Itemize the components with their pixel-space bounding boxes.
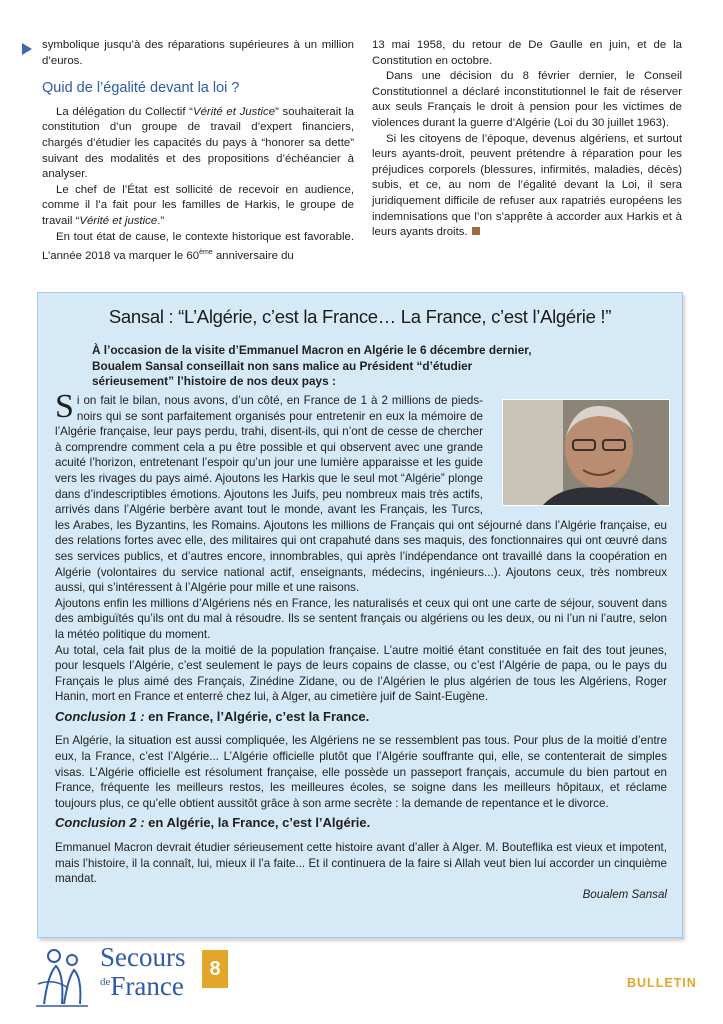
text-run: anniversaire du: [212, 249, 294, 262]
logo-wordmark: [100, 942, 186, 1001]
right-paragraph-3: [372, 132, 682, 241]
box-body: [55, 388, 667, 902]
logo-word-france: France: [110, 971, 184, 1001]
conclusion-2: [55, 815, 667, 831]
sansal-quote-box: [37, 292, 683, 938]
text-run: En tout état de cause, le contexte historique est favorable. L’année 2018 va marquer le 60: [42, 230, 354, 262]
left-paragraph-2: [42, 105, 354, 183]
conclusion-text: en France, l’Algérie, c’est la France.: [144, 708, 370, 724]
superscript: ème: [199, 249, 213, 257]
conclusion-1: [55, 709, 667, 725]
left-paragraph-4: [42, 230, 354, 265]
text-run: ” souhaiterait la constitution d’un groupe de travail d’expert financiers, chargés d’étudier les capacités du pays à “honorer sa dette” suivant des modalités et des propositions d’échéancier à analyser.: [42, 105, 354, 181]
text-run: La délégation du Collectif “: [56, 105, 193, 118]
box-paragraph-2: Ajoutons enfin les millions d’Algériens nés en France, les naturalisés et ceux qui ont une carte de séjour, souvent dans des ambiguïtés qu’ils ont du mal à résoudre. Ils se sentent français ou algériens ou les deux, ou ni l’un ni l’autre, selon la météo politique du moment.: [55, 596, 667, 641]
box-paragraph-1: [55, 388, 667, 596]
secours-de-france-logo: [30, 940, 230, 1010]
logo-figures-icon: [30, 944, 96, 1010]
conclusion-label: Conclusion 1 :: [55, 708, 145, 724]
italic-run: Vérité et justice: [79, 214, 158, 227]
italic-run: Vérité et Justice: [192, 105, 276, 118]
drop-cap: S: [55, 388, 74, 425]
bulletin-label: BULLETIN: [627, 976, 697, 990]
continuation-arrow-icon: [22, 43, 32, 55]
photo-spacer: [491, 395, 667, 507]
page-number: 8: [202, 950, 228, 988]
left-paragraph-1: symbolique jusqu’à des réparations supérieures à un million d’euros.: [42, 39, 354, 67]
box-title: Sansal : “L’Algérie, c’est la France… La France, c’est l’Algérie !”: [108, 306, 612, 327]
logo-word-de: de: [100, 976, 111, 988]
conclusion-label: Conclusion 2 :: [55, 815, 145, 831]
box-paragraph-5: Emmanuel Macron devrait étudier sérieusement cette histoire avant d’aller à Alger. M. Bouteflika est vieux et impotent, mais l’histoire, il la connaît, lui, mieux il l’a faite... Et il continuera de la faire si Allah veut bien lui accorder un cinquième mandat.: [55, 841, 667, 886]
box-paragraph-3: Au total, cela fait plus de la moitié de la population française. L’autre moitié étant constituée en fait des tout jeunes, pour lesquels l’Algérie, c’est seulement le pays de leurs copains de classe, ou c’est l’Algérie de papa, ou le pays du Français le plus aimé des Français, Zinédine Zidane, ou de l’Algérien le plus algérien de tous les Algériens, Roger Hanin, mort en France et enterré chez lui, à Alger, au cimetière juif de Saint-Eugène.: [55, 643, 667, 704]
box-intro: À l’occasion de la visite d’Emmanuel Macron en Algérie le 6 décembre dernier, Boualem Sansal conseillait non sans malice au Président “d’étudier sérieusement” l’histoire de nos deux pays :: [92, 343, 532, 389]
left-paragraph-3: [42, 183, 354, 230]
signature: Boualem Sansal: [582, 887, 667, 901]
text-run: Si les citoyens de l’époque, devenus algériens, et surtout leurs ayants-droit, peuvent prétendre à réparation pour les préjudices corporels (blessures, infirmités, maladies, décès) subis, et ce, au nom de l’égalité devant la Loi, il sera juridiquement difficile de refuser aux rapatriés européens les indemnisations que l’on s’apprête à accorder aux Harkis et à leurs ayants droits.: [372, 132, 682, 239]
left-column: [42, 38, 354, 265]
text-run: .”: [157, 214, 165, 227]
right-paragraph-1: 13 mai 1958, du retour de De Gaulle en juin, et de la Constitution en octobre.: [372, 39, 682, 67]
text-run: i on fait le bilan, nous avons, d’un côté, en France de 1 à 2 millions de pieds-noirs qui se sont parfaitement organisés pour entretenir en eux la mémoire de l’Algérie française, leur pays perdu, trahi, disent-ils, qui n’ont de cesse de chercher à comprendre comment cela a pu être possible et qui observent avec une grande acuité l’horizon, entretenant l’espoir qu’un jour une lumière apparaisse et les guide vers les rivages du pays aimé. Ajoutons les Harkis que le seul mot “Algérie” plonge dans d’indescriptibles émotions. Ajoutons les Juifs, peu nombreux mais très actifs, arrivés dans l’Algérie berbère avant tout le monde, avant les Français, les Turcs, les Arabes, les Byzantins, les Romains. Ajoutons les millions de Français qui ont séjourné dans l’Algérie française, eu des relations fortes avec elle, des militaires qui ont crapahuté dans ses maquis, des fonctionnaires qui ont œuvré dans ses services publics, et d’autres encore, innombrables, qui après l’indépendance ont travaillé dans la coopération en Algérie (volontaires du service national actif, enseignants, médecins, ingénieurs...). Ajoutons ceux, très nombreux aussi, qui s’intéressent à l’Algérie pour mille et une raisons.: [55, 394, 667, 595]
conclusion-text: en Algérie, la France, c’est l’Algérie.: [144, 815, 371, 831]
section-heading: Quid de l’égalité devant la loi ?: [42, 80, 240, 97]
box-paragraph-4: En Algérie, la situation est aussi compliquée, les Algériens ne se ressemblent pas tous. Pour plus de la moitié d’entre eux, la France, c’est l’Algérie... L’Algérie officielle plutôt que l’Algérie souffrante qui, elle, se contenterait de simples visas. L’Algérie officielle est résolument française, elle possède un passeport français, accumule du bien partout en France, fréquente les meilleurs restos, les meilleures écoles, se soigne dans les meilleurs hôpitaux, et réclame toujours plus, ce qu’elle obtient aussitôt grâce à son arme secrète : la demande de repentance et le divorce.: [55, 734, 667, 810]
end-mark-icon: [472, 227, 480, 235]
text-run: Le chef de l’État est sollicité de recevoir en audience, comme il l’a fait pour les familles de Harkis, le groupe de travail “: [42, 183, 354, 227]
right-paragraph-2: Dans une décision du 8 février dernier, le Conseil Constitutionnel a déclaré inconstitutionnel le fait de réserver aux seuls Français le droit à pension pour les victimes de violences durant la guerre d’Algérie (Loi du 30 juillet 1963).: [372, 70, 682, 129]
right-column: [372, 38, 682, 241]
logo-word-secours: Secours: [100, 942, 186, 972]
